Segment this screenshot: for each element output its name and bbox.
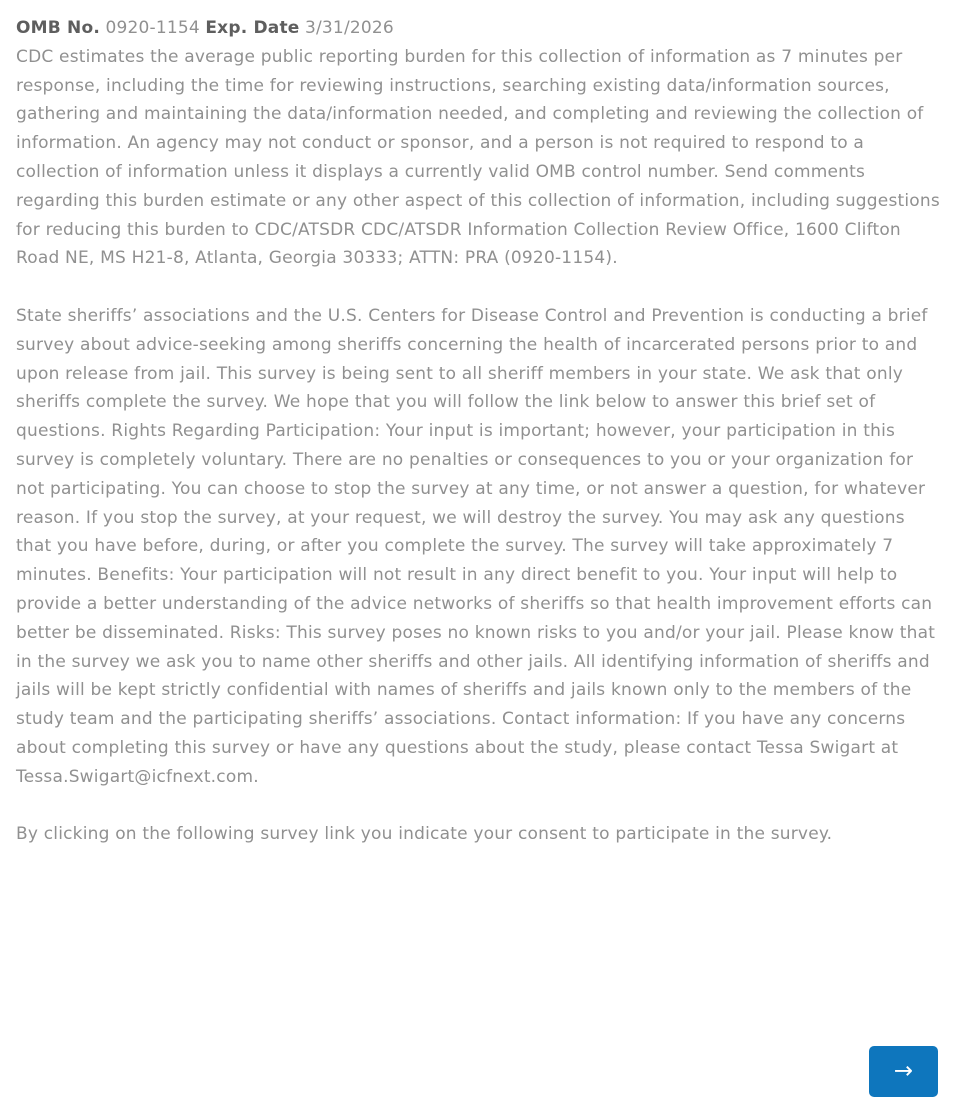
survey-description-paragraph: State sheriffs’ associations and the U.S. Centers for Disease Control and Prevention is conducting a brief survey about advice-seeking among sheriffs concerning the health of incarcerated persons prior to and upon release from jail. This survey is being sent to all sheriff members in your state. We ask that only sheriffs complete the survey. We hope that you will follow the link below to answer this brief set of questions. Rights Regarding Participation: Your input is important; however, your participation in this survey is completely voluntary. There are no penalties or consequences to you or your organization for not participating. You can choose to stop the survey at any time, or not answer a question, for whatever reason. If you stop the survey, at your request, we will destroy the survey. You may ask any questions that you have before, during, or after you complete the survey. The survey will take approximately 7 minutes. Benefits: Your participation will not result in any direct benefit to you. Your input will help to provide a better understanding of the advice networks of sheriffs so that health improvement efforts can better be disseminated. Risks: This survey poses no known risks to you and/or your jail. Please know that in the survey we ask you to name other sheriffs and other jails. All identifying information of sheriffs and jails will be kept strictly confidential with names of sheriffs and jails known only to the members of the study team and the participating sheriffs’ associations. Contact information: If you have any concerns about completing this survey or have any questions about the study, please contact Tessa Swigart at Tessa.Swigart@icfnext.com. — [16, 305, 936, 787]
exp-date-label: Exp. Date — [205, 18, 300, 38]
omb-header — [16, 14, 940, 43]
next-button[interactable] — [869, 1046, 938, 1097]
consent-statement: By clicking on the following survey link you indicate your consent to participate in the survey. — [16, 824, 833, 845]
exp-date-value: 3/31/2026 — [304, 18, 394, 38]
burden-statement-paragraph: CDC estimates the average public reporting burden for this collection of information as 7 minutes per response, including the time for reviewing instructions, searching existing data/information sources, gathering and maintaining the data/information needed, and completing and reviewing the collection of information. An agency may not conduct or sponsor, and a person is not required to respond to a collection of information unless it displays a currently valid OMB control number. Send comments regarding this burden estimate or any other aspect of this collection of information, including suggestions for reducing this burden to CDC/ATSDR CDC/ATSDR Information Collection Review Office, 1600 Clifton Road NE, MS H21-8, Atlanta, Georgia 30333; ATTN: PRA (0920-1154). — [16, 46, 940, 269]
right-arrow-icon: → — [893, 1058, 914, 1084]
omb-number-value: 0920-1154 — [105, 18, 200, 38]
omb-number-label: OMB No. — [16, 18, 101, 38]
